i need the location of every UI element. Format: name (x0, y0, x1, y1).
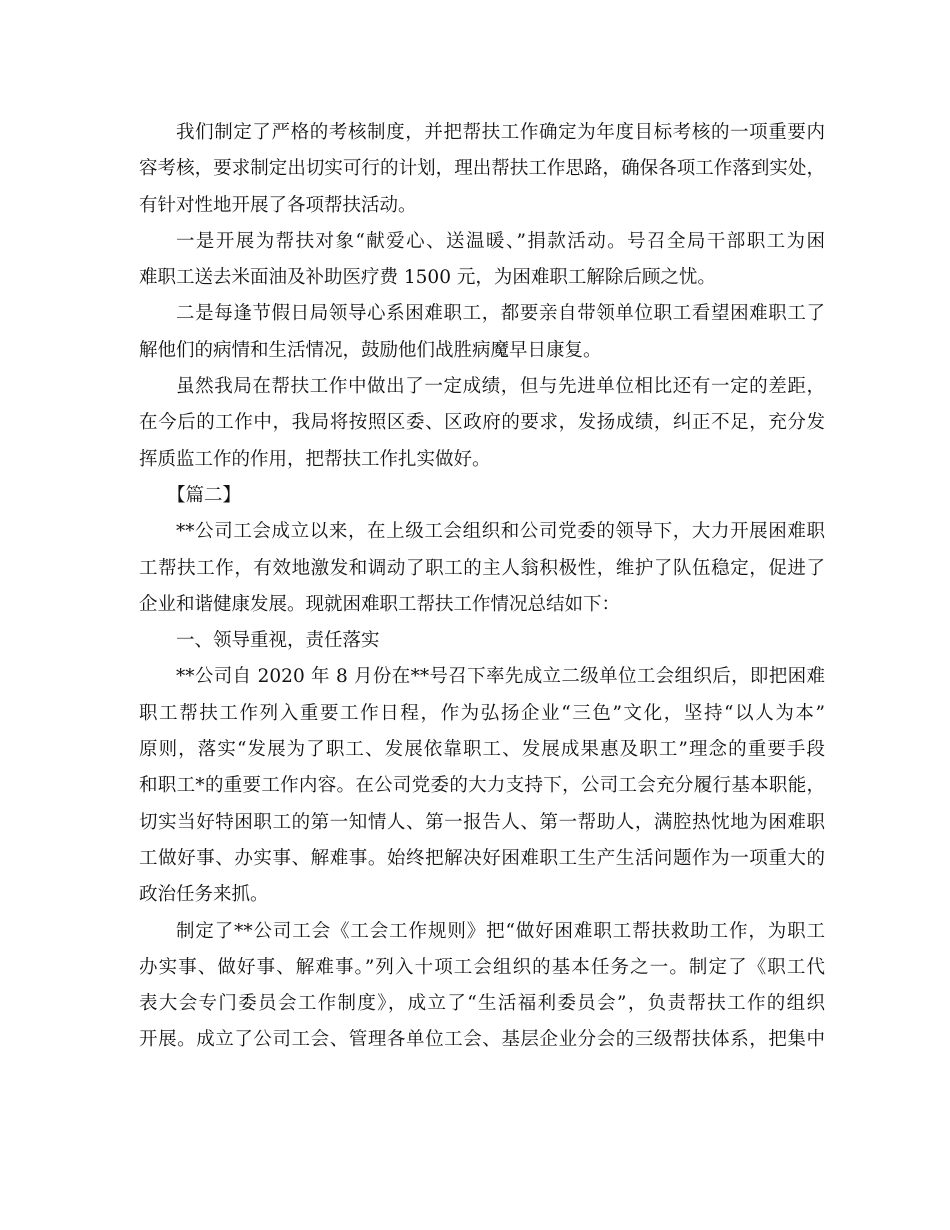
paragraph-line: 在今后的工作中，我局将按照区委、区政府的要求，发扬成绩，纠正不足，充分发 (139, 412, 825, 434)
paragraph-line: 难职工送去米面油及补助医疗费 1500 元，为困难职工解除后顾之忧。 (139, 267, 716, 289)
paragraph-line: 挥质监工作的作用，把帮扶工作扎实做好。 (139, 448, 491, 470)
paragraph-line: 办实事、做好事、解难事。”列入十项工会组织的基本任务之一。制定了《职工代 (139, 956, 825, 978)
section-heading: 【篇二】 (167, 484, 242, 506)
document-body (139, 115, 825, 1059)
paragraph-line: 一是开展为帮扶对象“献爱心、送温暖、”捐款活动。号召全局干部职工为困 (176, 230, 825, 252)
paragraph-line: 原则，落实“发展为了职工、发展依靠职工、发展成果惠及职工”理念的重要手段 (139, 739, 825, 761)
paragraph-line: 二是每逢节假日局领导心系困难职工，都要亲自带领单位职工看望困难职工了 (176, 303, 825, 325)
paragraph-line: 工做好事、办实事、解难事。始终把解决好困难职工生产生活问题作为一项重大的 (139, 847, 825, 869)
paragraph-line: 职工帮扶工作列入重要工作日程，作为弘扬企业“三色”文化，坚持“以人为本” (139, 702, 825, 724)
paragraph-line: 工帮扶工作，有效地激发和调动了职工的主人翁积极性，维护了队伍稳定，促进了 (139, 557, 825, 579)
paragraph-line: 和职工*的重要工作内容。在公司党委的大力支持下，公司工会充分履行基本职能， (139, 775, 825, 797)
paragraph-line: 解他们的病情和生活情况，鼓励他们战胜病魔早日康复。 (139, 339, 602, 361)
paragraph-line: 企业和谐健康发展。现就困难职工帮扶工作情况总结如下： (139, 593, 621, 615)
paragraph-line: 开展。成立了公司工会、管理各单位工会、基层企业分会的三级帮扶体系，把集中 (139, 1029, 825, 1051)
subsection-heading: 一、领导重视，责任落实 (176, 630, 380, 652)
paragraph-line: 容考核，要求制定出切实可行的计划，理出帮扶工作思路，确保各项工作落到实处， (139, 158, 825, 180)
paragraph-line: 有针对性地开展了各项帮扶活动。 (139, 194, 417, 216)
paragraph-line: 切实当好特困职工的第一知情人、第一报告人、第一帮助人，满腔热忱地为困难职 (139, 811, 825, 833)
paragraph-line: 表大会专门委员会工作制度》，成立了“生活福利委员会”，负责帮扶工作的组织 (139, 993, 825, 1015)
paragraph-line: 政治任务来抓。 (139, 884, 269, 906)
paragraph-line: 虽然我局在帮扶工作中做出了一定成绩，但与先进单位相比还有一定的差距， (176, 376, 825, 398)
paragraph-line: **公司工会成立以来，在上级工会组织和公司党委的领导下，大力开展困难职 (176, 521, 825, 543)
paragraph-line: 我们制定了严格的考核制度，并把帮扶工作确定为年度目标考核的一项重要内 (176, 122, 825, 143)
paragraph-line: 制定了**公司工会《工会工作规则》把“做好困难职工帮扶救助工作，为职工 (176, 920, 825, 942)
paragraph-line: **公司自 2020 年 8 月份在**号召下率先成立二级单位工会组织后，即把困难 (176, 666, 825, 688)
